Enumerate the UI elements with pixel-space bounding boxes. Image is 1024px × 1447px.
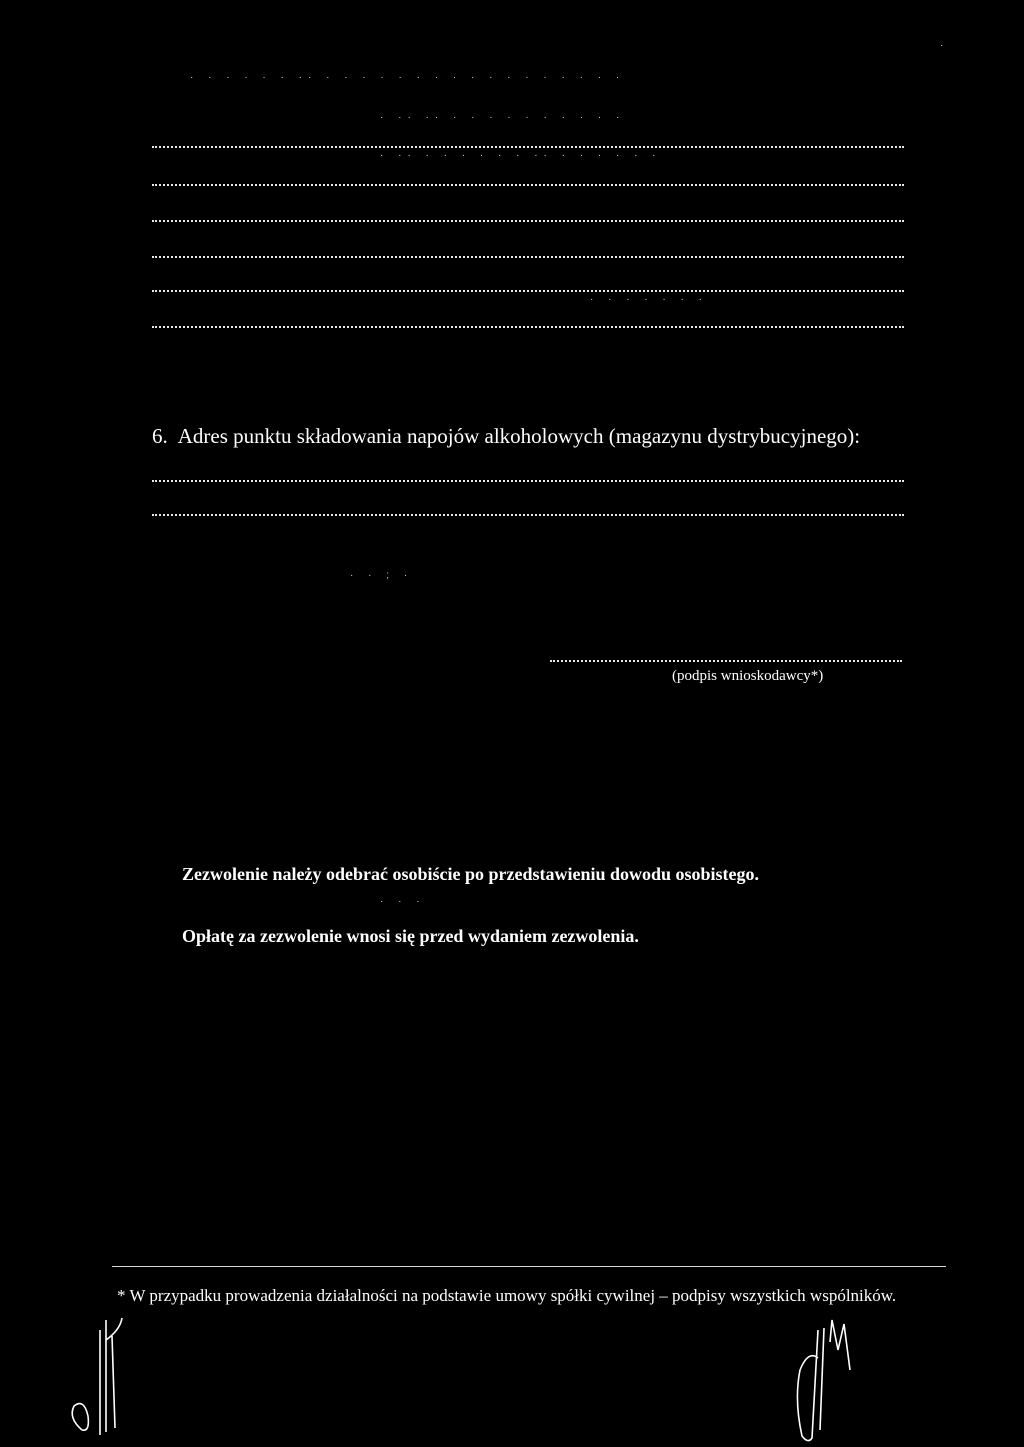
fee-notice: Opłatę za zezwolenie wnosi się przed wydaniem zezwolenia. xyxy=(182,926,639,946)
signature-line xyxy=(550,660,902,662)
signature-caption: (podpis wnioskodawcy*) xyxy=(672,668,824,684)
dotted-answer-line xyxy=(152,220,904,222)
section-number: 6. xyxy=(152,424,168,448)
scan-speck: · xyxy=(940,40,950,51)
dotted-answer-line xyxy=(152,184,904,186)
scan-speck: · ·· · · · · · · ·· · · · · · · xyxy=(380,150,662,161)
footnote: * W przypadku prowadzenia działalności na podstawie umowy spółki cywilnej – podpisy wszystkich wspólników. xyxy=(117,1286,897,1305)
address-answer-line xyxy=(152,480,904,482)
section-heading-text: Adres punktu składowania napojów alkoholowych (magazynu dystrybucyjnego): xyxy=(177,424,861,448)
pickup-notice: Zezwolenie należy odebrać osobiście po przedstawieniu dowodu osobistego. xyxy=(182,864,760,884)
dotted-answer-line xyxy=(152,146,904,148)
dotted-answer-line xyxy=(152,256,904,258)
scan-speck: · · · · · · · xyxy=(590,294,708,305)
dotted-answer-line xyxy=(152,290,904,292)
scan-speck: · · · · · · ·· · · · · · · · · · · · · · · · · · xyxy=(190,72,626,83)
handwritten-initials-left xyxy=(60,1300,130,1440)
dotted-answer-line xyxy=(152,326,904,328)
handwritten-initials-right xyxy=(780,1310,870,1445)
scan-speck: · ·· ·· · · · · · · · · · · xyxy=(380,112,626,123)
scan-speck: · · ; · xyxy=(350,570,414,581)
scan-speck: · · · xyxy=(380,896,426,907)
section-6-heading xyxy=(152,424,860,449)
footnote-rule xyxy=(112,1266,946,1267)
address-answer-line xyxy=(152,514,904,516)
